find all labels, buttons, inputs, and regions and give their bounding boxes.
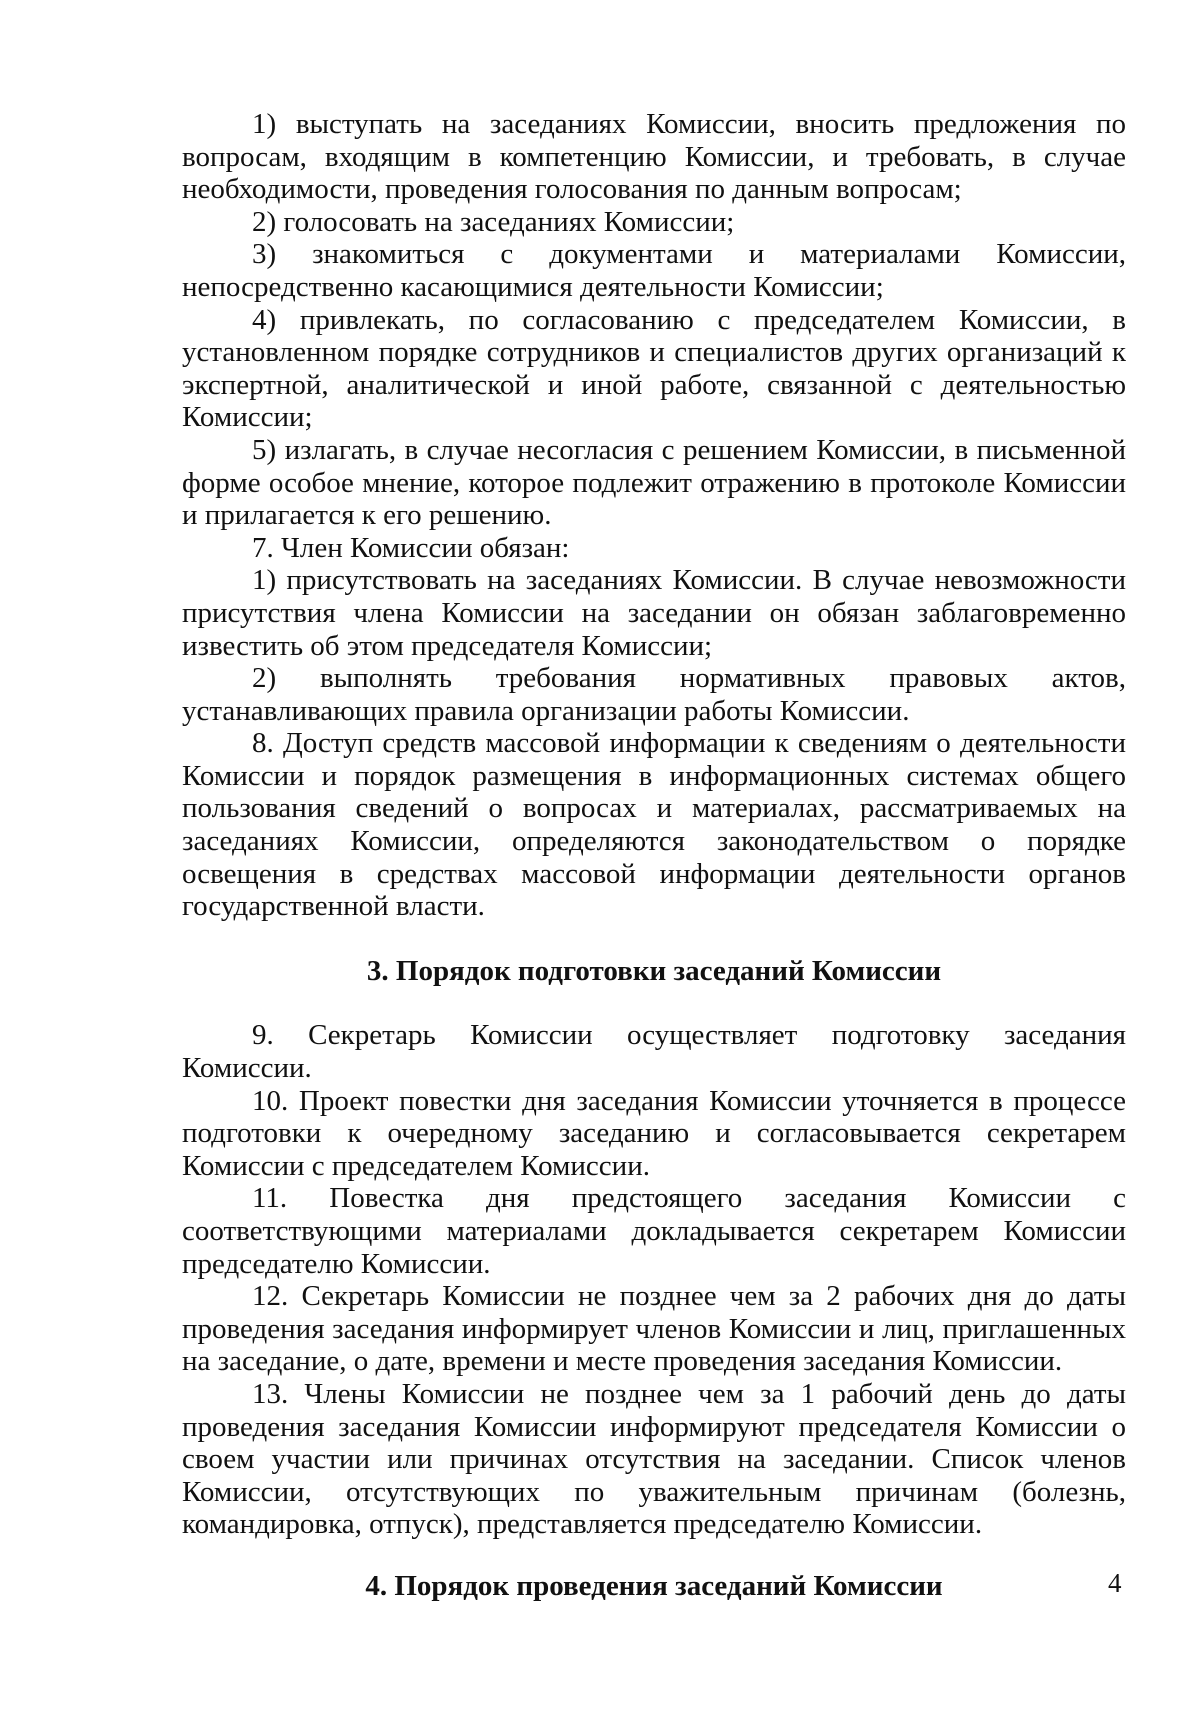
paragraph: 12. Секретарь Комиссии не позднее чем за 2 рабочих дня до даты проведения заседания информирует членов Комиссии и лиц, приглашенных на заседание, о дате, времени и месте проведения заседания Комиссии. <box>182 1280 1126 1378</box>
section-heading: 4. Порядок проведения заседаний Комиссии <box>365 1569 943 1602</box>
document-body <box>182 108 1126 1603</box>
page-number: 4 <box>1108 1568 1122 1598</box>
paragraph: 8. Доступ средств массовой информации к сведениям о деятельности Комиссии и порядок размещения в информационных системах общего пользования сведений о вопросах и материалах, рассматриваемых на заседаниях Комиссии, определяются законодательством о порядке освещения в средствах массовой информации деятельности органов государственной власти. <box>182 727 1126 923</box>
paragraph: 2) голосовать на заседаниях Комиссии; <box>252 205 735 238</box>
paragraph: 1) выступать на заседаниях Комиссии, вносить предложения по вопросам, входящим в компетенцию Комиссии, и требовать, в случае необходимости, проведения голосования по данным вопросам; <box>182 108 1126 206</box>
paragraph: 3) знакомиться с документами и материалами Комиссии, непосредственно касающимися деятельности Комиссии; <box>182 238 1126 303</box>
paragraph: 7. Член Комиссии обязан: <box>252 531 570 564</box>
paragraph: 11. Повестка дня предстоящего заседания Комиссии с соответствующими материалами докладывается секретарем Комиссии председателю Комиссии. <box>182 1182 1126 1280</box>
paragraph: 10. Проект повестки дня заседания Комиссии уточняется в процессе подготовки к очередному заседанию и согласовывается секретарем Комиссии с председателем Комиссии. <box>182 1084 1126 1182</box>
paragraph: 4) привлекать, по согласованию с председателем Комиссии, в установленном порядке сотрудников и специалистов других организаций к экспертной, аналитической и иной работе, связанной с деятельностью Комиссии; <box>182 303 1126 434</box>
paragraph: 2) выполнять требования нормативных правовых актов, устанавливающих правила организации работы Комиссии. <box>182 662 1126 727</box>
paragraph: 1) присутствовать на заседаниях Комиссии. В случае невозможности присутствия члена Комиссии на заседании он обязан заблаговременно известить об этом председателя Комиссии; <box>182 564 1126 662</box>
paragraph: 9. Секретарь Комиссии осуществляет подготовку заседания Комиссии. <box>182 1019 1126 1085</box>
paragraph: 5) излагать, в случае несогласия с решением Комиссии, в письменной форме особое мнение, которое подлежит отражению в протоколе Комиссии и прилагается к его решению. <box>182 433 1126 532</box>
paragraph: 13. Члены Комиссии не позднее чем за 1 рабочий день до даты проведения заседания Комиссии информируют председателя Комиссии о своем участии или причинах отсутствия на заседании. Список членов Комиссии, отсутствующих по уважительным причинам (болезнь, командировка, отпуск), представляется председателю Комиссии. <box>182 1377 1126 1541</box>
section-heading: 3. Порядок подготовки заседаний Комиссии <box>366 954 942 987</box>
